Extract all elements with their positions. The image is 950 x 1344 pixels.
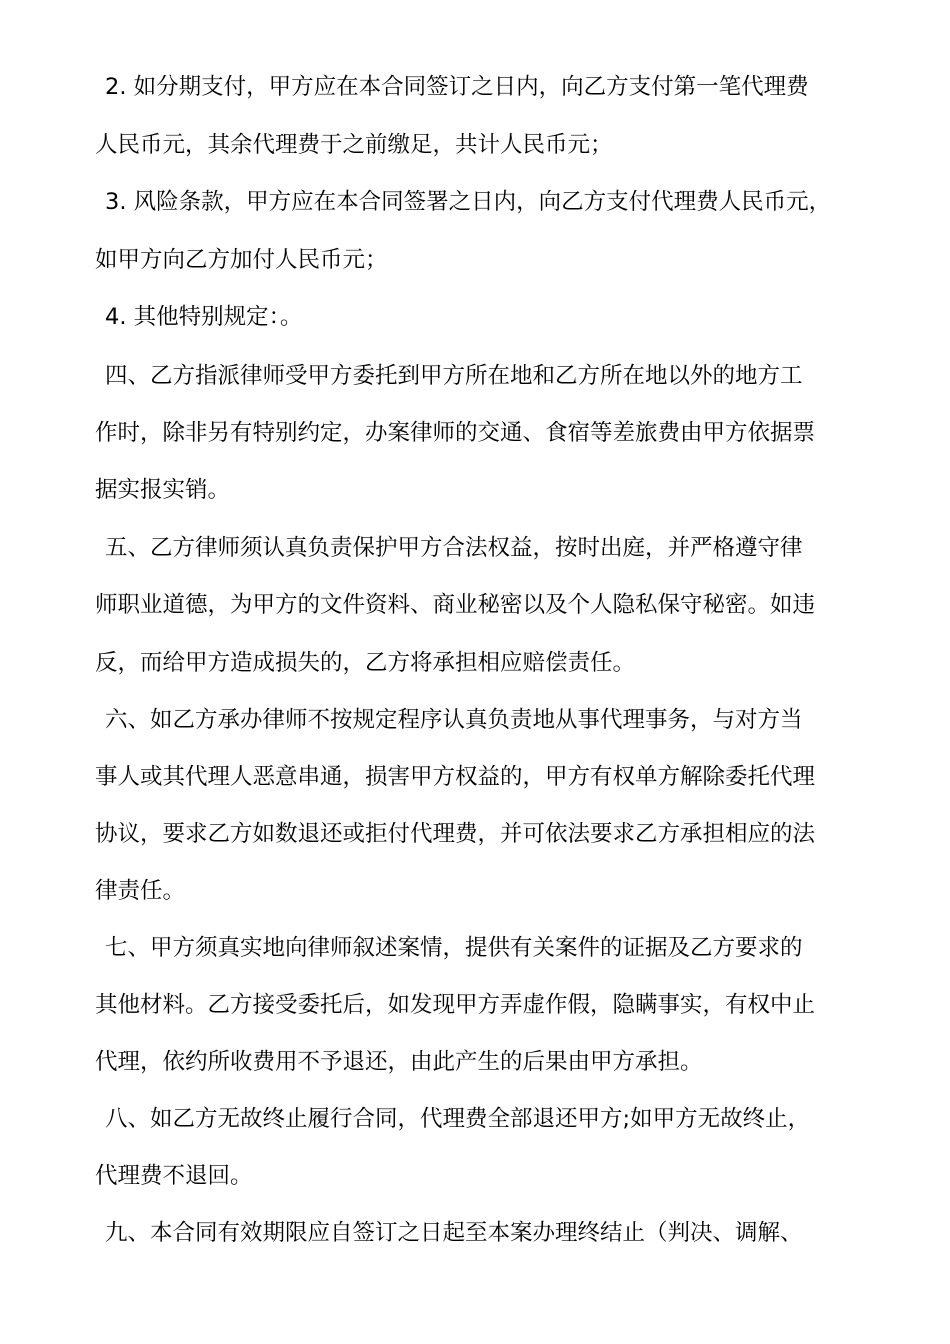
text-line: 师职业道德，为甲方的文件资料、商业秘密以及个人隐私保守秘密。如违 bbox=[95, 592, 816, 618]
text-line: 2. 如分期支付，甲方应在本合同签订之日内，向乙方支付第一笔代理费 bbox=[105, 74, 809, 100]
text-line: 四、乙方指派律师受甲方委托到甲方所在地和乙方所在地以外的地方工 bbox=[105, 363, 803, 389]
text-line: 反，而给甲方造成损失的，乙方将承担相应赔偿责任。 bbox=[95, 650, 636, 676]
text-line: 五、乙方律师须认真负责保护甲方合法权益，按时出庭，并严格遵守律 bbox=[105, 535, 803, 561]
text-line: 七、甲方须真实地向律师叙述案情，提供有关案件的证据及乙方要求的 bbox=[105, 935, 803, 961]
text-line: 4. 其他特别规定：。 bbox=[105, 304, 303, 330]
text-line: 3. 风险条款，甲方应在本合同签署之日内，向乙方支付代理费人民币元， bbox=[105, 189, 832, 215]
text-line: 九、本合同有效期限应自签订之日起至本案办理终结止（判决、调解、 bbox=[105, 1220, 803, 1246]
text-line: 人民币元，其余代理费于之前缴足，共计人民币元； bbox=[95, 132, 613, 158]
text-line: 事人或其代理人恶意串通，损害甲方权益的，甲方有权单方解除委托代理 bbox=[95, 764, 816, 790]
text-line: 如甲方向乙方加付人民币元； bbox=[95, 247, 388, 273]
text-line: 六、如乙方承办律师不按规定程序认真负责地从事代理事务，与对方当 bbox=[105, 707, 803, 733]
text-line: 协议，要求乙方如数退还或拒付代理费，并可依法要求乙方承担相应的法 bbox=[95, 821, 816, 847]
text-line: 作时，除非另有特别约定，办案律师的交通、食宿等差旅费由甲方依据票 bbox=[95, 420, 816, 446]
text-line: 据实报实销。 bbox=[95, 477, 231, 503]
text-line: 八、如乙方无故终止履行合同，代理费全部退还甲方;如甲方无故终止， bbox=[105, 1106, 811, 1132]
text-line: 代理，依约所收费用不予退还，由此产生的后果由甲方承担。 bbox=[95, 1049, 703, 1075]
text-line: 代理费不退回。 bbox=[95, 1163, 253, 1189]
text-line: 其他材料。乙方接受委托后，如发现甲方弄虚作假，隐瞒事实，有权中止 bbox=[95, 992, 816, 1018]
text-line: 律责任。 bbox=[95, 878, 186, 904]
